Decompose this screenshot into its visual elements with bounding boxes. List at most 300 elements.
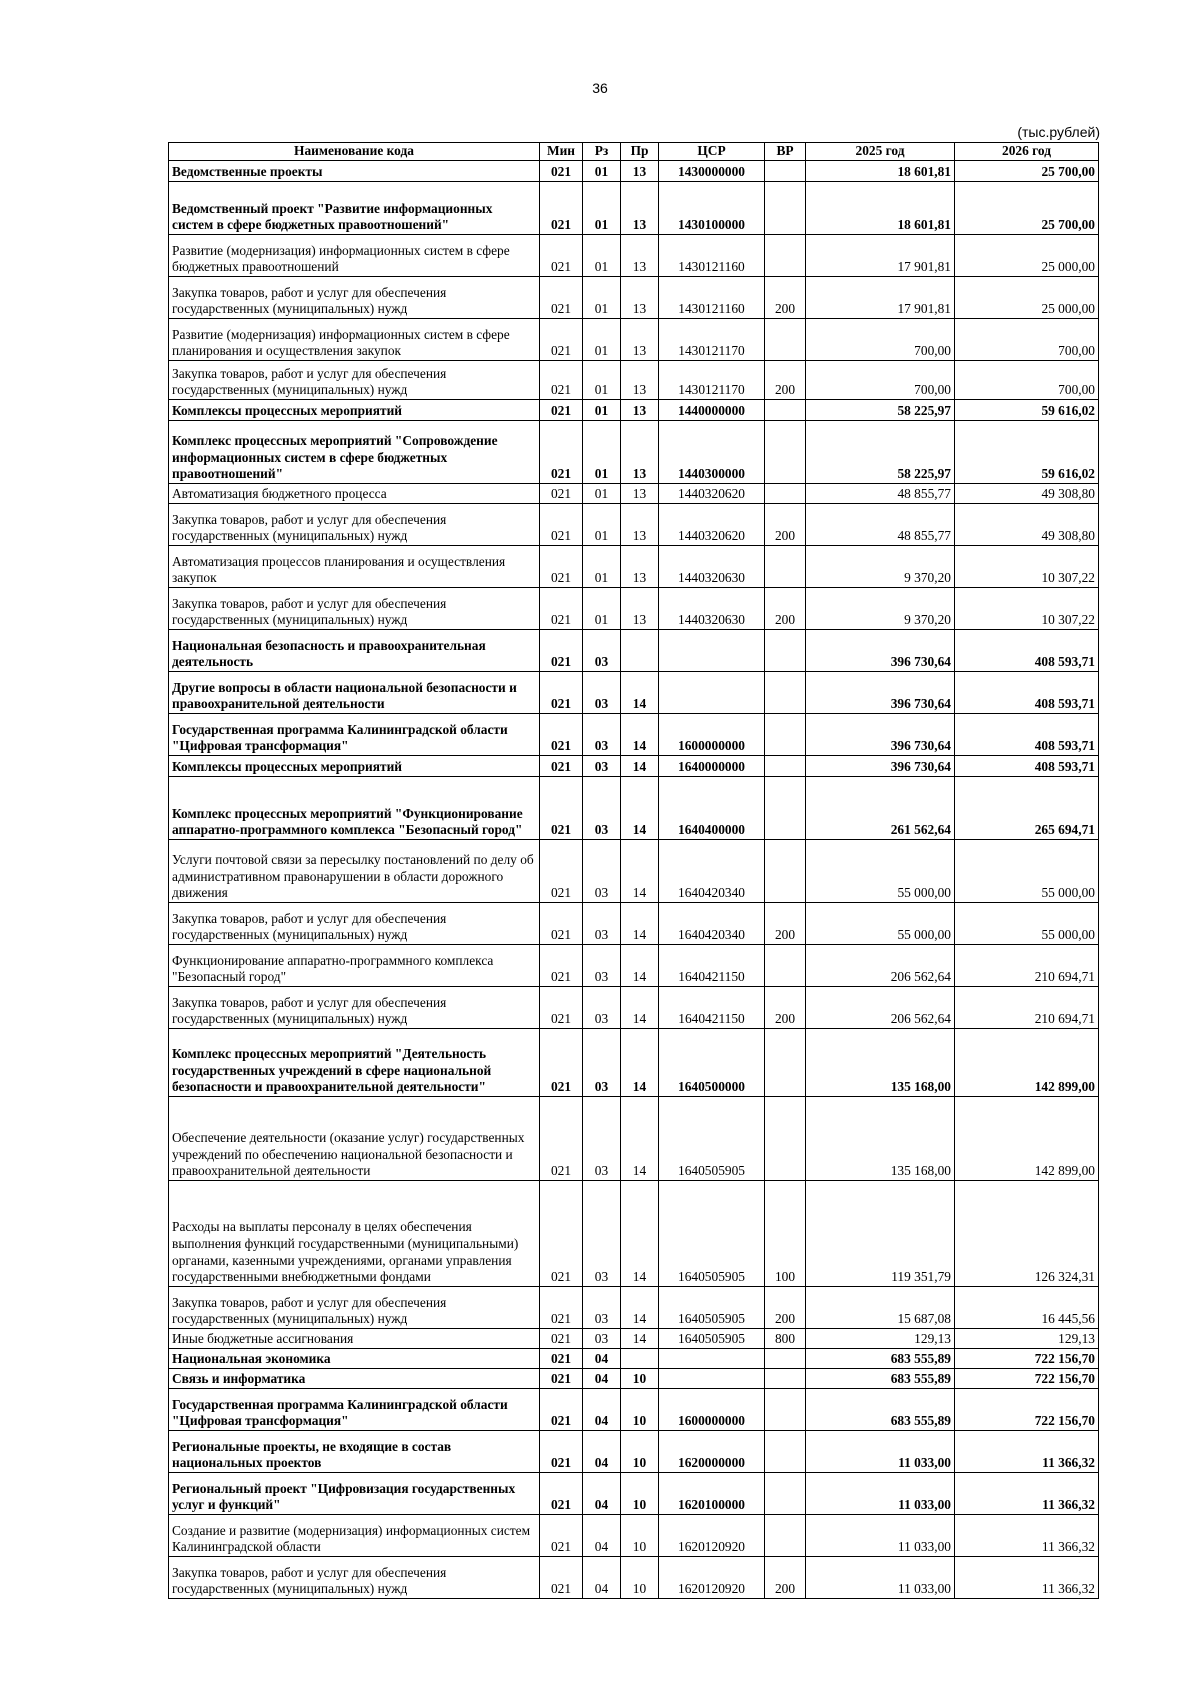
cell-min: 021 (540, 361, 583, 400)
units-label: (тыс.рублей) (1017, 124, 1100, 140)
cell-rz: 01 (583, 161, 621, 182)
cell-2026: 700,00 (955, 361, 1099, 400)
cell-2026: 49 308,80 (955, 484, 1099, 504)
cell-csr: 1430121170 (659, 361, 765, 400)
cell-vr: 200 (765, 1287, 806, 1329)
cell-2026: 722 156,70 (955, 1389, 1099, 1431)
cell-2025: 58 225,97 (806, 400, 955, 421)
cell-rz: 03 (583, 903, 621, 945)
table-row (169, 756, 1099, 777)
cell-vr (765, 161, 806, 182)
cell-csr: 1640421150 (659, 987, 765, 1029)
cell-pr: 13 (621, 361, 659, 400)
cell-2025: 11 033,00 (806, 1431, 955, 1473)
table-row (169, 588, 1099, 630)
cell-pr: 13 (621, 484, 659, 504)
cell-2026: 55 000,00 (955, 903, 1099, 945)
cell-vr (765, 400, 806, 421)
cell-pr: 10 (621, 1515, 659, 1557)
cell-min: 021 (540, 588, 583, 630)
cell-2026: 55 000,00 (955, 840, 1099, 903)
cell-csr: 1600000000 (659, 1389, 765, 1431)
cell-min: 021 (540, 421, 583, 484)
cell-2025: 11 033,00 (806, 1557, 955, 1599)
cell-min: 021 (540, 319, 583, 361)
cell-csr: 1440320630 (659, 546, 765, 588)
cell-csr: 1600000000 (659, 714, 765, 756)
table-row (169, 1329, 1099, 1349)
table-row (169, 840, 1099, 903)
cell-min: 021 (540, 546, 583, 588)
table-row (169, 484, 1099, 504)
cell-csr (659, 1369, 765, 1389)
cell-vr (765, 945, 806, 987)
cell-csr: 1430121160 (659, 277, 765, 319)
cell-rz: 03 (583, 630, 621, 672)
table-row (169, 1097, 1099, 1181)
cell-pr: 14 (621, 1097, 659, 1181)
cell-min: 021 (540, 1097, 583, 1181)
budget-table (168, 142, 1099, 1599)
table-row (169, 777, 1099, 840)
cell-name: Другие вопросы в области национальной безопасности и правоохранительной деятельности (169, 672, 540, 714)
header-2025: 2025 год (806, 143, 955, 161)
cell-2025: 700,00 (806, 319, 955, 361)
cell-2026: 59 616,02 (955, 400, 1099, 421)
cell-2026: 408 593,71 (955, 756, 1099, 777)
cell-csr: 1640420340 (659, 840, 765, 903)
cell-2025: 17 901,81 (806, 235, 955, 277)
cell-rz: 03 (583, 987, 621, 1029)
cell-rz: 03 (583, 945, 621, 987)
cell-rz: 04 (583, 1389, 621, 1431)
cell-min: 021 (540, 777, 583, 840)
cell-csr: 1640400000 (659, 777, 765, 840)
cell-pr: 13 (621, 400, 659, 421)
table-row (169, 400, 1099, 421)
cell-csr: 1640500000 (659, 1029, 765, 1097)
cell-csr: 1640505905 (659, 1329, 765, 1349)
table-row (169, 1369, 1099, 1389)
cell-vr (765, 1389, 806, 1431)
cell-2026: 11 366,32 (955, 1473, 1099, 1515)
cell-name: Региональный проект "Цифровизация государственных услуг и функций" (169, 1473, 540, 1515)
cell-2025: 206 562,64 (806, 945, 955, 987)
header-2026: 2026 год (955, 143, 1099, 161)
cell-csr (659, 1349, 765, 1369)
cell-name: Национальная безопасность и правоохранительная деятельность (169, 630, 540, 672)
table-row (169, 161, 1099, 182)
table-row (169, 1515, 1099, 1557)
cell-name: Государственная программа Калининградской области "Цифровая трансформация" (169, 714, 540, 756)
cell-pr: 13 (621, 546, 659, 588)
cell-vr (765, 319, 806, 361)
cell-name: Закупка товаров, работ и услуг для обеспечения государственных (муниципальных) нужд (169, 1287, 540, 1329)
cell-min: 021 (540, 1473, 583, 1515)
cell-rz: 04 (583, 1557, 621, 1599)
table-row (169, 319, 1099, 361)
cell-2026: 11 366,32 (955, 1515, 1099, 1557)
cell-csr: 1620100000 (659, 1473, 765, 1515)
cell-name: Комплексы процессных мероприятий (169, 756, 540, 777)
cell-2025: 396 730,64 (806, 630, 955, 672)
cell-pr: 14 (621, 945, 659, 987)
cell-rz: 01 (583, 400, 621, 421)
cell-2025: 683 555,89 (806, 1369, 955, 1389)
cell-name: Региональные проекты, не входящие в состав национальных проектов (169, 1431, 540, 1473)
cell-pr: 13 (621, 235, 659, 277)
cell-name: Комплекс процессных мероприятий "Функционирование аппаратно-программного комплекса "Безопасный город" (169, 777, 540, 840)
cell-2026: 722 156,70 (955, 1369, 1099, 1389)
cell-rz: 01 (583, 319, 621, 361)
cell-min: 021 (540, 714, 583, 756)
cell-min: 021 (540, 1349, 583, 1369)
cell-min: 021 (540, 1329, 583, 1349)
cell-2025: 700,00 (806, 361, 955, 400)
table-row (169, 1029, 1099, 1097)
page-number: 36 (592, 80, 608, 96)
cell-pr: 14 (621, 987, 659, 1029)
cell-csr: 1620000000 (659, 1431, 765, 1473)
cell-vr: 200 (765, 987, 806, 1029)
cell-vr: 200 (765, 1557, 806, 1599)
cell-2025: 48 855,77 (806, 504, 955, 546)
header-pr: Пр (621, 143, 659, 161)
header-name: Наименование кода (169, 143, 540, 161)
cell-2025: 135 168,00 (806, 1029, 955, 1097)
cell-2026: 25 000,00 (955, 277, 1099, 319)
cell-vr (765, 1029, 806, 1097)
cell-rz: 01 (583, 504, 621, 546)
cell-pr (621, 1349, 659, 1369)
cell-2025: 261 562,64 (806, 777, 955, 840)
cell-2025: 55 000,00 (806, 840, 955, 903)
cell-name: Функционирование аппаратно-программного комплекса "Безопасный город" (169, 945, 540, 987)
cell-2026: 25 700,00 (955, 161, 1099, 182)
cell-2026: 11 366,32 (955, 1557, 1099, 1599)
cell-vr (765, 840, 806, 903)
cell-csr: 1430000000 (659, 161, 765, 182)
cell-vr: 100 (765, 1181, 806, 1287)
cell-2025: 9 370,20 (806, 546, 955, 588)
cell-2026: 142 899,00 (955, 1029, 1099, 1097)
table-row (169, 277, 1099, 319)
table-row (169, 903, 1099, 945)
cell-name: Ведомственные проекты (169, 161, 540, 182)
cell-min: 021 (540, 400, 583, 421)
table-row (169, 1181, 1099, 1287)
cell-rz: 04 (583, 1515, 621, 1557)
cell-csr: 1440320620 (659, 504, 765, 546)
cell-vr (765, 1515, 806, 1557)
cell-vr (765, 1473, 806, 1515)
cell-pr: 14 (621, 1329, 659, 1349)
table-row (169, 1557, 1099, 1599)
cell-csr: 1640420340 (659, 903, 765, 945)
cell-csr: 1640421150 (659, 945, 765, 987)
cell-name: Закупка товаров, работ и услуг для обеспечения государственных (муниципальных) нужд (169, 588, 540, 630)
cell-vr: 200 (765, 588, 806, 630)
cell-2026: 10 307,22 (955, 546, 1099, 588)
cell-pr: 10 (621, 1389, 659, 1431)
cell-csr: 1640000000 (659, 756, 765, 777)
cell-2025: 58 225,97 (806, 421, 955, 484)
cell-min: 021 (540, 504, 583, 546)
table-row (169, 714, 1099, 756)
cell-name: Ведомственный проект "Развитие информационных систем в сфере бюджетных правоотношений" (169, 182, 540, 235)
cell-2025: 18 601,81 (806, 161, 955, 182)
cell-name: Закупка товаров, работ и услуг для обеспечения государственных (муниципальных) нужд (169, 277, 540, 319)
cell-2026: 11 366,32 (955, 1431, 1099, 1473)
cell-2026: 210 694,71 (955, 945, 1099, 987)
cell-2026: 25 700,00 (955, 182, 1099, 235)
cell-2025: 55 000,00 (806, 903, 955, 945)
cell-pr: 13 (621, 277, 659, 319)
cell-pr: 13 (621, 421, 659, 484)
cell-csr: 1440320620 (659, 484, 765, 504)
cell-name: Услуги почтовой связи за пересылку постановлений по делу об административном правонарушении в области дорожного движения (169, 840, 540, 903)
table-row (169, 630, 1099, 672)
cell-name: Связь и информатика (169, 1369, 540, 1389)
cell-min: 021 (540, 840, 583, 903)
cell-pr: 10 (621, 1473, 659, 1515)
cell-rz: 01 (583, 182, 621, 235)
cell-csr: 1640505905 (659, 1287, 765, 1329)
cell-rz: 01 (583, 361, 621, 400)
cell-rz: 03 (583, 756, 621, 777)
header-min: Мин (540, 143, 583, 161)
cell-vr (765, 672, 806, 714)
cell-min: 021 (540, 1431, 583, 1473)
cell-2026: 408 593,71 (955, 672, 1099, 714)
cell-vr (765, 1349, 806, 1369)
cell-pr: 13 (621, 588, 659, 630)
table-row (169, 1287, 1099, 1329)
cell-name: Национальная экономика (169, 1349, 540, 1369)
cell-min: 021 (540, 1029, 583, 1097)
cell-2025: 9 370,20 (806, 588, 955, 630)
table-row (169, 987, 1099, 1029)
cell-2026: 142 899,00 (955, 1097, 1099, 1181)
table-row (169, 421, 1099, 484)
cell-vr: 200 (765, 903, 806, 945)
cell-name: Закупка товаров, работ и услуг для обеспечения государственных (муниципальных) нужд (169, 903, 540, 945)
cell-pr: 13 (621, 504, 659, 546)
cell-csr: 1440320630 (659, 588, 765, 630)
cell-pr: 14 (621, 777, 659, 840)
cell-name: Государственная программа Калининградской области "Цифровая трансформация" (169, 1389, 540, 1431)
cell-min: 021 (540, 1287, 583, 1329)
table-row (169, 1389, 1099, 1431)
cell-2025: 48 855,77 (806, 484, 955, 504)
cell-rz: 04 (583, 1349, 621, 1369)
header-csr: ЦСР (659, 143, 765, 161)
cell-min: 021 (540, 672, 583, 714)
cell-min: 021 (540, 987, 583, 1029)
cell-csr: 1430100000 (659, 182, 765, 235)
table-row (169, 1473, 1099, 1515)
cell-pr: 13 (621, 319, 659, 361)
cell-2026: 700,00 (955, 319, 1099, 361)
cell-min: 021 (540, 1515, 583, 1557)
cell-rz: 03 (583, 714, 621, 756)
cell-rz: 03 (583, 1287, 621, 1329)
cell-name: Развитие (модернизация) информационных систем в сфере бюджетных правоотношений (169, 235, 540, 277)
cell-min: 021 (540, 235, 583, 277)
cell-2026: 49 308,80 (955, 504, 1099, 546)
table-row (169, 235, 1099, 277)
cell-name: Комплекс процессных мероприятий "Деятельность государственных учреждений в сфере национальной безопасности и правоохранительной деятельности" (169, 1029, 540, 1097)
header-row (169, 143, 1099, 161)
cell-rz: 03 (583, 672, 621, 714)
cell-min: 021 (540, 277, 583, 319)
cell-vr (765, 756, 806, 777)
cell-pr: 14 (621, 1181, 659, 1287)
cell-name: Комплексы процессных мероприятий (169, 400, 540, 421)
cell-2025: 683 555,89 (806, 1349, 955, 1369)
cell-rz: 01 (583, 421, 621, 484)
cell-min: 021 (540, 161, 583, 182)
cell-rz: 03 (583, 1181, 621, 1287)
cell-name: Создание и развитие (модернизация) информационных систем Калининградской области (169, 1515, 540, 1557)
cell-2026: 722 156,70 (955, 1349, 1099, 1369)
cell-2025: 129,13 (806, 1329, 955, 1349)
cell-min: 021 (540, 1369, 583, 1389)
cell-2026: 126 324,31 (955, 1181, 1099, 1287)
cell-min: 021 (540, 182, 583, 235)
cell-name: Закупка товаров, работ и услуг для обеспечения государственных (муниципальных) нужд (169, 504, 540, 546)
cell-csr: 1640505905 (659, 1181, 765, 1287)
header-vr: ВР (765, 143, 806, 161)
header-rz: Рз (583, 143, 621, 161)
cell-2026: 59 616,02 (955, 421, 1099, 484)
cell-rz: 04 (583, 1369, 621, 1389)
cell-name: Иные бюджетные ассигнования (169, 1329, 540, 1349)
cell-name: Автоматизация бюджетного процесса (169, 484, 540, 504)
cell-vr (765, 235, 806, 277)
cell-csr: 1440000000 (659, 400, 765, 421)
table-row (169, 504, 1099, 546)
cell-rz: 03 (583, 777, 621, 840)
cell-2026: 265 694,71 (955, 777, 1099, 840)
cell-name: Автоматизация процессов планирования и осуществления закупок (169, 546, 540, 588)
cell-csr: 1640505905 (659, 1097, 765, 1181)
cell-2025: 206 562,64 (806, 987, 955, 1029)
cell-vr (765, 421, 806, 484)
cell-csr: 1440300000 (659, 421, 765, 484)
cell-2026: 408 593,71 (955, 630, 1099, 672)
cell-2026: 408 593,71 (955, 714, 1099, 756)
cell-name: Расходы на выплаты персоналу в целях обеспечения выполнения функций государственными (муниципальными) органами, казенными учреждениями, органами управления государственными внебюджетными фондами (169, 1181, 540, 1287)
cell-name: Закупка товаров, работ и услуг для обеспечения государственных (муниципальных) нужд (169, 1557, 540, 1599)
cell-pr: 13 (621, 182, 659, 235)
cell-pr: 10 (621, 1557, 659, 1599)
cell-min: 021 (540, 484, 583, 504)
cell-vr (765, 714, 806, 756)
cell-vr (765, 630, 806, 672)
cell-vr (765, 484, 806, 504)
cell-csr (659, 672, 765, 714)
cell-csr: 1430121160 (659, 235, 765, 277)
cell-pr: 14 (621, 672, 659, 714)
cell-pr: 10 (621, 1431, 659, 1473)
cell-2026: 129,13 (955, 1329, 1099, 1349)
cell-min: 021 (540, 1181, 583, 1287)
table-row (169, 182, 1099, 235)
cell-2025: 15 687,08 (806, 1287, 955, 1329)
cell-2025: 396 730,64 (806, 672, 955, 714)
table-row (169, 945, 1099, 987)
cell-min: 021 (540, 945, 583, 987)
cell-pr: 10 (621, 1369, 659, 1389)
cell-pr: 14 (621, 1287, 659, 1329)
cell-name: Комплекс процессных мероприятий "Сопровождение информационных систем в сфере бюджетных правоотношений" (169, 421, 540, 484)
cell-vr (765, 546, 806, 588)
cell-rz: 03 (583, 840, 621, 903)
cell-pr: 14 (621, 1029, 659, 1097)
cell-rz: 01 (583, 484, 621, 504)
cell-pr: 14 (621, 903, 659, 945)
cell-rz: 03 (583, 1029, 621, 1097)
cell-2026: 10 307,22 (955, 588, 1099, 630)
cell-2025: 396 730,64 (806, 756, 955, 777)
table-row (169, 546, 1099, 588)
table-row (169, 1431, 1099, 1473)
cell-pr: 14 (621, 840, 659, 903)
table-row (169, 1349, 1099, 1369)
cell-rz: 03 (583, 1329, 621, 1349)
cell-2026: 25 000,00 (955, 235, 1099, 277)
cell-csr (659, 630, 765, 672)
cell-pr (621, 630, 659, 672)
cell-rz: 01 (583, 235, 621, 277)
cell-vr: 200 (765, 361, 806, 400)
cell-min: 021 (540, 756, 583, 777)
cell-rz: 03 (583, 1097, 621, 1181)
cell-min: 021 (540, 1389, 583, 1431)
cell-2025: 11 033,00 (806, 1515, 955, 1557)
cell-pr: 14 (621, 714, 659, 756)
cell-2025: 396 730,64 (806, 714, 955, 756)
cell-2025: 17 901,81 (806, 277, 955, 319)
cell-vr (765, 1369, 806, 1389)
table-body (169, 161, 1099, 1599)
cell-pr: 13 (621, 161, 659, 182)
cell-pr: 14 (621, 756, 659, 777)
cell-min: 021 (540, 630, 583, 672)
cell-name: Закупка товаров, работ и услуг для обеспечения государственных (муниципальных) нужд (169, 361, 540, 400)
cell-2025: 18 601,81 (806, 182, 955, 235)
cell-csr: 1620120920 (659, 1557, 765, 1599)
cell-name: Обеспечение деятельности (оказание услуг) государственных учреждений по обеспечению национальной безопасности и правоохранительной деятельности (169, 1097, 540, 1181)
cell-rz: 01 (583, 588, 621, 630)
cell-min: 021 (540, 903, 583, 945)
cell-2026: 16 445,56 (955, 1287, 1099, 1329)
cell-rz: 04 (583, 1473, 621, 1515)
cell-name: Развитие (модернизация) информационных систем в сфере планирования и осуществления закупок (169, 319, 540, 361)
cell-2025: 119 351,79 (806, 1181, 955, 1287)
cell-min: 021 (540, 1557, 583, 1599)
cell-vr: 800 (765, 1329, 806, 1349)
cell-2025: 135 168,00 (806, 1097, 955, 1181)
cell-name: Закупка товаров, работ и услуг для обеспечения государственных (муниципальных) нужд (169, 987, 540, 1029)
cell-vr (765, 182, 806, 235)
cell-vr: 200 (765, 504, 806, 546)
cell-2025: 11 033,00 (806, 1473, 955, 1515)
cell-vr (765, 1097, 806, 1181)
table-row (169, 361, 1099, 400)
cell-2026: 210 694,71 (955, 987, 1099, 1029)
